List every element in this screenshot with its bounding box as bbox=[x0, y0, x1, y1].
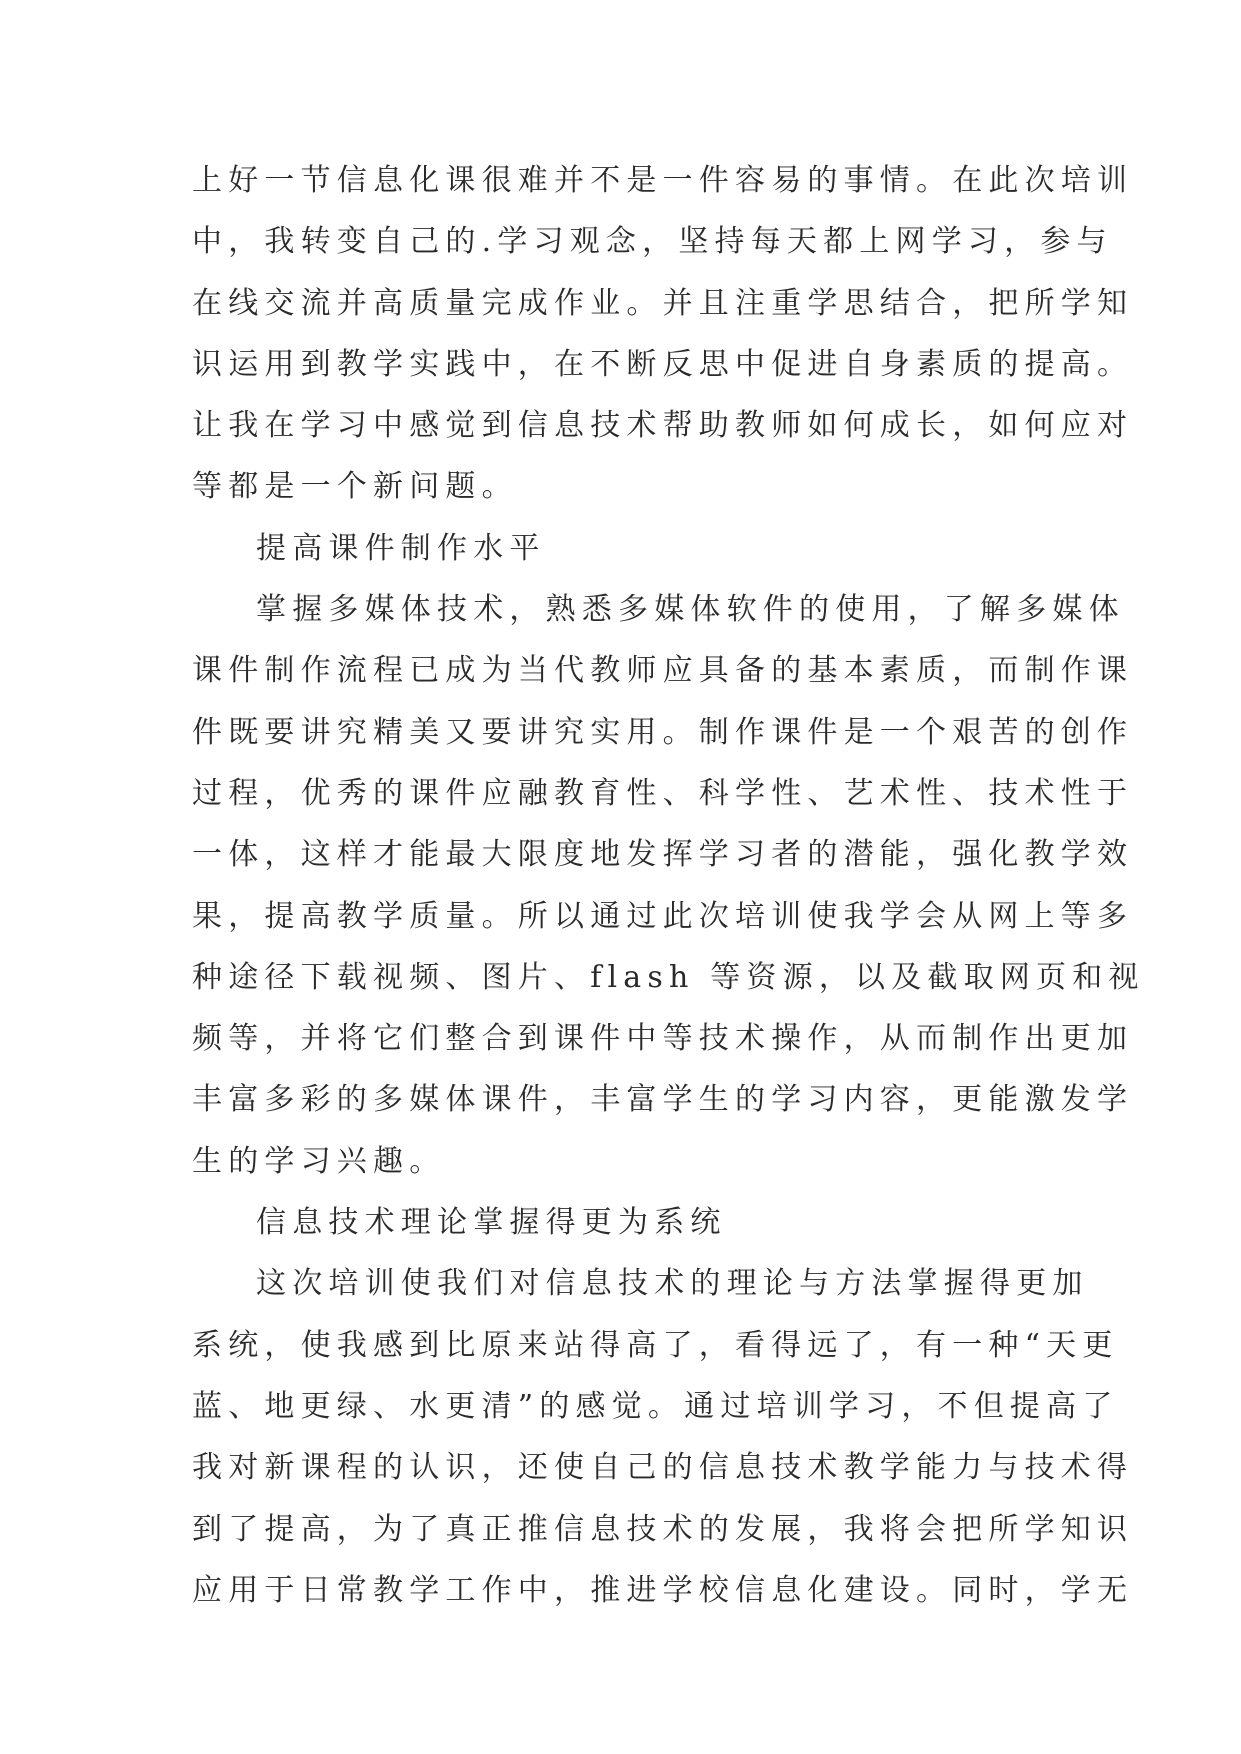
text-line: 课件制作流程已成为当代教师应具备的基本素质，而制作课 bbox=[192, 653, 1134, 689]
text-line: 系统，使我感到比原来站得高了，看得远了，有一种“天更 bbox=[192, 1327, 1119, 1363]
text-line: 过程，优秀的课件应融教育性、科学性、艺术性、技术性于 bbox=[192, 775, 1134, 811]
text-line: 蓝、地更绿、水更清”的感觉。通过培训学习，不但提高了 bbox=[192, 1388, 1119, 1424]
text-line: 到了提高，为了真正推信息技术的发展，我将会把所学知识 bbox=[192, 1511, 1134, 1547]
text-line: 频等，并将它们整合到课件中等技术操作，从而制作出更加 bbox=[192, 1021, 1134, 1057]
text-line: 果，提高教学质量。所以通过此次培训使我学会从网上等多 bbox=[192, 898, 1134, 934]
section-heading: 信息技术理论掌握得更为系统 bbox=[256, 1205, 727, 1241]
section-heading: 提高课件制作水平 bbox=[256, 530, 546, 566]
text-line: 一体，这样才能最大限度地发挥学习者的潜能，强化教学效 bbox=[192, 837, 1134, 873]
text-line: 我对新课程的认识，还使自己的信息技术教学能力与技术得 bbox=[192, 1450, 1134, 1486]
text-line: 等都是一个新问题。 bbox=[192, 469, 518, 505]
text-line: 上好一节信息化课很难并不是一件容易的事情。在此次培训 bbox=[192, 163, 1134, 198]
document-body bbox=[192, 150, 1145, 1621]
text-line: 让我在学习中感觉到信息技术帮助教师如何成长，如何应对 bbox=[192, 408, 1134, 444]
text-line: 种途径下载视频、图片、flash 等资源，以及截取网页和视 bbox=[192, 959, 1145, 995]
paragraph-first-line: 掌握多媒体技术，熟悉多媒体软件的使用，了解多媒体 bbox=[256, 592, 1125, 628]
text-line: 应用于日常教学工作中，推进学校信息化建设。同时，学无 bbox=[192, 1572, 1134, 1608]
text-line: 生的学习兴趣。 bbox=[192, 1143, 446, 1179]
text-line: 识运用到教学实践中，在不断反思中促进自身素质的提高。 bbox=[192, 346, 1134, 382]
text-line: 在线交流并高质量完成作业。并且注重学思结合，把所学知 bbox=[192, 285, 1134, 321]
text-line: 丰富多彩的多媒体课件，丰富学生的学习内容，更能激发学 bbox=[192, 1082, 1134, 1118]
paragraph-first-line: 这次培训使我们对信息技术的理论与方法掌握得更加 bbox=[256, 1266, 1089, 1302]
text-line: 中，我转变自己的.学习观念，坚持每天都上网学习，参与 bbox=[192, 224, 1113, 260]
text-line: 件既要讲究精美又要讲究实用。制作课件是一个艰苦的创作 bbox=[192, 714, 1134, 750]
